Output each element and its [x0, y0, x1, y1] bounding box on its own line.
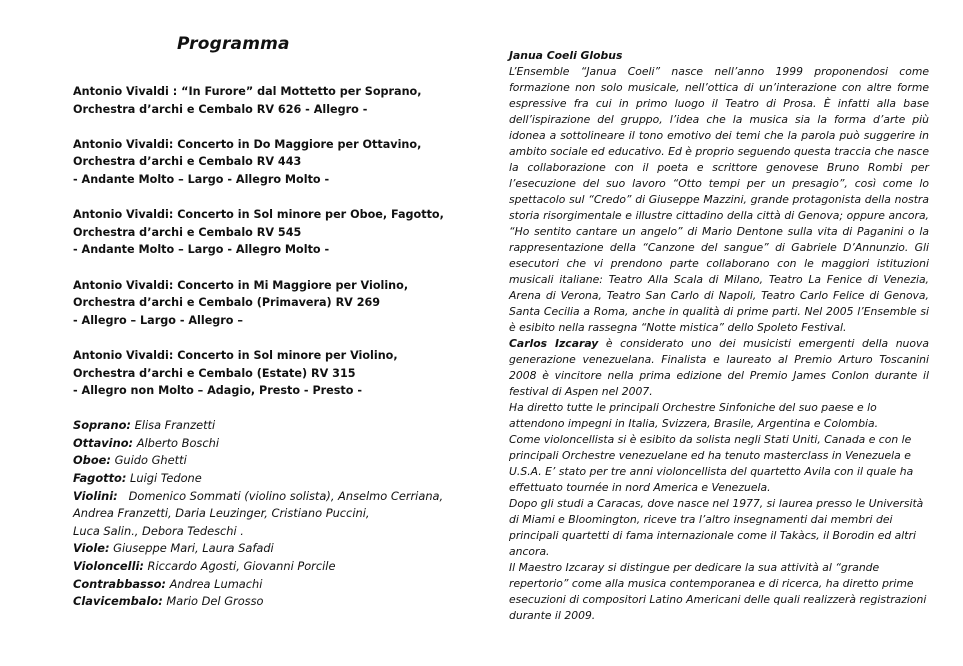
performer-line — [73, 435, 473, 453]
performer-line — [73, 452, 473, 470]
program-title: Programma — [177, 34, 290, 54]
conductor-name: Carlos Izcaray — [509, 337, 599, 350]
piece-line: Antonio Vivaldi : “In Furore” dal Mottetto per Soprano, — [73, 85, 422, 98]
piece-line: Orchestra d’archi e Cembalo RV 443 — [73, 155, 302, 169]
piece-line: Orchestra d’archi e Cembalo RV 626 - Allegro - — [73, 102, 368, 116]
performer-names: Luigi Tedone — [126, 471, 202, 486]
program-piece — [73, 206, 473, 259]
program-piece — [73, 277, 473, 330]
conductor-bio-paragraph: Ha diretto tutte le principali Orchestre Sinfoniche del suo paese e lo attendono impegni in Italia, Svizzera, Brasile, Argentina e Colombia. — [509, 401, 879, 430]
performer-line — [73, 576, 473, 594]
piece-line: - Allegro non Molto – Adagio, Presto - Presto - — [73, 384, 362, 398]
biography-column — [509, 48, 929, 624]
performer-line — [73, 540, 473, 558]
program-piece — [73, 136, 473, 189]
performer-line — [73, 470, 473, 488]
performers-list — [73, 417, 473, 611]
ensemble-bio: L’Ensemble “Janua Coeli” nasce nell’anno 1999 proponendosi come formazione non solo musicale, nell’ottica di un’interazione con altre forme espressive fra cui in primo luogo il Teatro di Prosa. È infatti alla base dell’ispirazione del gruppo, l’idea che la musica sia la forma d’arte più idonea a sottolineare il tono emotivo dei temi che la parola può suggerire in ambito sociale ed educativo. Ed è proprio seguendo questa traccia che nasce la collaborazione con il poeta e scrittore genovese Bruno Rombi per l’esecuzione del suo lavoro “Otto tempi per un presagio”, così come lo spettacolo sul “Credo” di Giuseppe Mazzini, grande protagonista della nostra storia risorgimentale e illustre cittadino della città di Genova; oppure ancora, “Ho sentito cantare un angelo” di Mario Dentone sulla vita di Paganini o la rappresentazione della “Canzone del sangue” di Gabriele D’Annunzio. Gli esecutori che vi prendono parte collaborano con le maggiori istituzioni musicali italiane: Teatro Alla Scala di Milano, Teatro La Fenice di Venezia, Arena di Verona, Teatro San Carlo di Napoli, Teatro Carlo Felice di Genova, Santa Cecilia a Roma, anche in qualità di prime parti. Nel 2005 l’Ensemble si è esibito nella rassegna “Notte mistica” dello Spoleto Festival. — [509, 65, 929, 334]
conductor-bio-intro — [509, 336, 929, 400]
piece-line: - Andante Molto – Largo - Allegro Molto - — [73, 243, 330, 257]
performer-line — [73, 558, 473, 576]
performer-names: Mario Del Grosso — [162, 594, 264, 609]
program-column — [73, 34, 473, 611]
conductor-bio-paragraph: Come violoncellista si è esibito da solista negli Stati Uniti, Canada e con le principali Orchestre venezuelane ed ha tenuto masterclass in Venezuela e U.S.A. E’ stato per tre anni violoncellista del quartetto Avila con il quale ha effettuato tournée in nord America e Venezuela. — [509, 433, 914, 494]
conductor-bio-paragraph: Dopo gli studi a Caracas, dove nasce nel 1977, si laurea presso le Università di Miami e Bloomington, riceve tra l’altro insegnamenti dai membri dei principali quartetti di fama internazionale come il Takàcs, il Borodin ed altri ancora. — [509, 497, 924, 558]
performer-names: Alberto Boschi — [133, 435, 220, 450]
piece-line: Antonio Vivaldi: Concerto in Mi Maggiore per Violino, — [73, 278, 409, 292]
performer-line — [73, 488, 473, 506]
performer-role: Clavicembalo: — [73, 594, 163, 609]
performer-line — [73, 593, 473, 611]
performer-role: Oboe: — [73, 453, 111, 468]
performer-role: Violini: — [73, 488, 118, 503]
performer-role: Contrabbasso: — [73, 576, 166, 591]
program-piece — [73, 347, 473, 400]
piece-line: Antonio Vivaldi: Concerto in Sol minore per Oboe, Fagotto, — [73, 208, 444, 222]
piece-line: Orchestra d’archi e Cembalo (Primavera) RV 269 — [73, 296, 381, 310]
program-piece — [73, 83, 473, 118]
performer-role: Soprano: — [73, 418, 131, 433]
performer-line — [73, 505, 473, 523]
piece-line: Antonio Vivaldi: Concerto in Do Maggiore per Ottavino, — [73, 137, 422, 151]
performer-line — [73, 523, 473, 541]
performer-names: Riccardo Agosti, Giovanni Porcile — [143, 559, 336, 574]
piece-line: - Allegro – Largo - Allegro – — [73, 313, 243, 327]
performer-names: Domenico Sommati (violino solista), Anselmo Cerriana, — [117, 488, 444, 503]
piece-line: - Andante Molto – Largo - Allegro Molto - — [73, 172, 330, 186]
piece-line: Antonio Vivaldi: Concerto in Sol minore per Violino, — [73, 348, 398, 362]
performer-role: Ottavino: — [73, 435, 134, 450]
performer-role: Violoncelli: — [73, 559, 144, 574]
performer-names: Andrea Lumachi — [165, 576, 263, 591]
performer-role: Fagotto: — [73, 471, 127, 486]
piece-line: Orchestra d’archi e Cembalo RV 545 — [73, 225, 302, 239]
performer-names: Luca Salin., Debora Tedeschi . — [73, 523, 244, 538]
piece-line: Orchestra d’archi e Cembalo (Estate) RV 315 — [73, 366, 356, 380]
performer-names: Giuseppe Mari, Laura Safadi — [109, 541, 274, 556]
ensemble-heading: Janua Coeli Globus — [509, 49, 623, 62]
performer-names: Andrea Franzetti, Daria Leuzinger, Cristiano Puccini, — [73, 506, 370, 521]
performer-line — [73, 417, 473, 435]
conductor-bio-paragraph: Il Maestro Izcaray si distingue per dedicare la sua attività al “grande repertorio” come alla musica contemporanea e di ricerca, ha diretto prime esecuzioni di compositori Latino Americani delle quali realizzerà registrazioni durante il 2009. — [509, 561, 927, 622]
performer-names: Elisa Franzetti — [130, 418, 216, 433]
performer-names: Guido Ghetti — [110, 453, 187, 468]
performer-role: Viole: — [73, 541, 110, 556]
conductor-bio-text: è considerato uno dei musicisti emergenti della nuova generazione venezuelana. Finalista e laureato al Premio Arturo Toscanini 2008 è vincitore nella prima edizione del Premio James Conlon durante il festival di Aspen nel 2007. — [509, 337, 929, 398]
